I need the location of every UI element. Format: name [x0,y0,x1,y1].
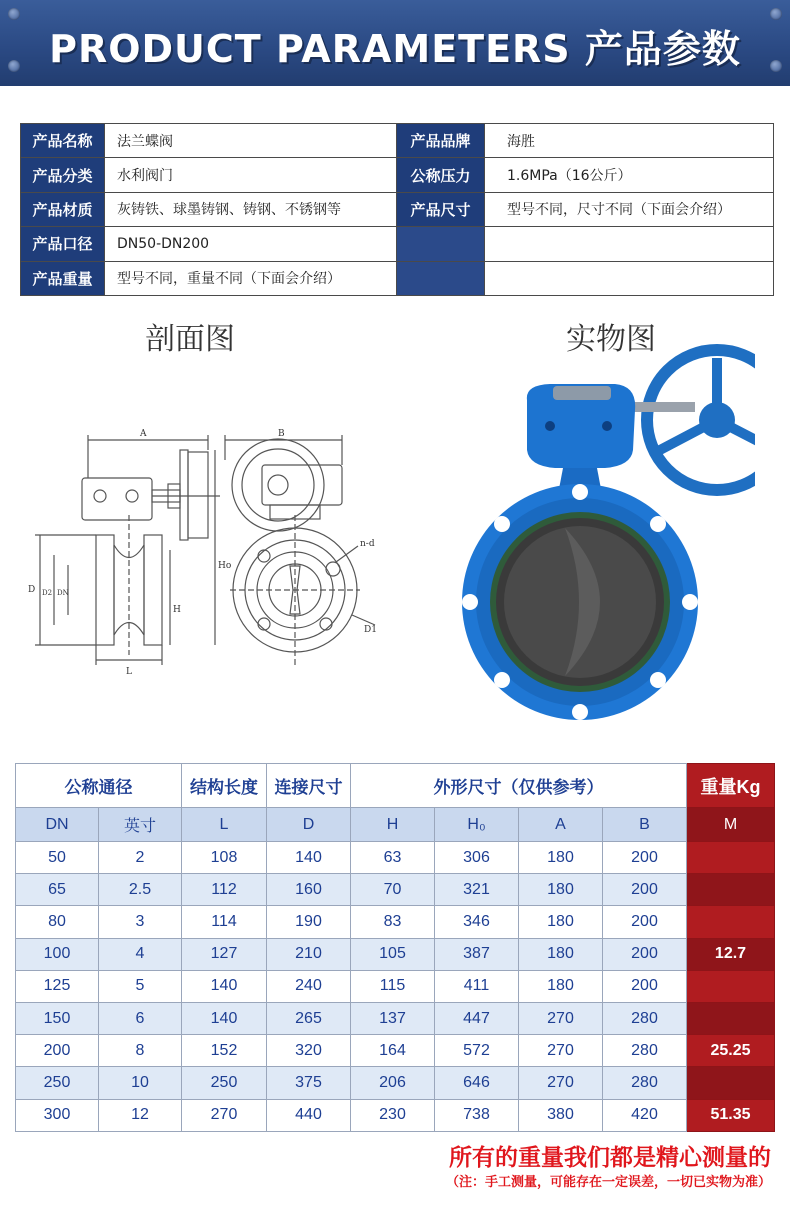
table-cell: 387 [435,938,519,970]
table-cell: 572 [435,1035,519,1067]
info-value: 1.6MPa（16公斤） [485,158,774,192]
info-label [397,261,485,295]
column-header: DN [16,808,99,842]
info-value: 灰铸铁、球墨铸钢、铸钢、不锈钢等 [105,192,397,226]
table-cell: 180 [519,874,603,906]
table-cell: 206 [351,1067,435,1099]
table-cell: 115 [351,970,435,1002]
table-cell: 200 [603,842,687,874]
table-cell: 137 [351,1002,435,1034]
table-cell: 420 [603,1099,687,1131]
table-cell [687,874,775,906]
table-cell: 3 [99,906,182,938]
table-cell: 270 [519,1002,603,1034]
column-header: H [351,808,435,842]
table-cell: 250 [182,1067,267,1099]
info-label: 产品材质 [21,192,105,226]
table-cell: 270 [519,1067,603,1099]
dim-label-d2: D2 [42,589,53,597]
table-cell: 380 [519,1099,603,1131]
table-row [16,1035,775,1067]
table-cell: 2.5 [99,874,182,906]
table-cell [687,1067,775,1099]
table-row [16,1002,775,1034]
gearbox-front [82,478,152,520]
info-value [485,261,774,295]
table-row [16,938,775,970]
table-cell: 280 [603,1002,687,1034]
table-cell: 321 [435,874,519,906]
dim-label-b: B [278,429,285,439]
dim-label-a: A [140,429,147,439]
info-value: 型号不同，尺寸不同（下面会介绍） [485,192,774,226]
footer-headline: 所有的重量我们都是精心测量的 [449,1145,771,1171]
table-cell: 280 [603,1035,687,1067]
info-row [21,261,774,295]
header-outline: 外形尺寸（仅供参考） [351,764,687,808]
dim-label-d1: D1 [364,625,377,635]
table-cell: 280 [603,1067,687,1099]
dim-label-l: L [126,667,132,677]
table-cell: 270 [182,1099,267,1131]
table-cell: 240 [267,970,351,1002]
table-row [16,842,775,874]
table-cell: 160 [267,874,351,906]
table-cell: 200 [603,874,687,906]
table-cell: 738 [435,1099,519,1131]
table-cell: 5 [99,970,182,1002]
info-label: 公称压力 [397,158,485,192]
info-row [21,192,774,226]
table-cell: 2 [99,842,182,874]
dim-label-h0: Ho [218,561,232,571]
flange-left [96,535,114,645]
table-cell: 265 [267,1002,351,1034]
table-cell: 140 [182,1002,267,1034]
info-label: 产品尺寸 [397,192,485,226]
table-cell: 108 [182,842,267,874]
table-cell [687,906,775,938]
table-cell: 83 [351,906,435,938]
table-cell: 306 [435,842,519,874]
page-title: PRODUCT PARAMETERS 产品参数 [49,27,741,71]
info-value: 型号不同，重量不同（下面会介绍） [105,261,397,295]
table-cell: 447 [435,1002,519,1034]
info-label [397,227,485,261]
table-row [16,970,775,1002]
table-cell: 6 [99,1002,182,1034]
table-cell: 190 [267,906,351,938]
table-cell [687,970,775,1002]
table-cell: 375 [267,1067,351,1099]
spec-group-header-row [16,764,775,808]
table-cell: 125 [16,970,99,1002]
product-photo-caption: 实物图 [566,322,656,357]
table-cell: 270 [519,1035,603,1067]
table-cell: 230 [351,1099,435,1131]
product-info-table [20,123,774,296]
header-connect: 连接尺寸 [267,764,351,808]
dim-label-nd: n-d [360,539,375,549]
table-cell: 65 [16,874,99,906]
table-cell: 105 [351,938,435,970]
table-cell: 180 [519,970,603,1002]
table-cell: 70 [351,874,435,906]
table-cell: 4 [99,938,182,970]
flange-right [144,535,162,645]
table-cell: 140 [182,970,267,1002]
info-row [21,158,774,192]
table-cell: 63 [351,842,435,874]
table-cell: 100 [16,938,99,970]
table-row [16,906,775,938]
table-cell: 114 [182,906,267,938]
column-header: M [687,808,775,842]
spec-table [15,763,775,1132]
dim-label-d: D [28,585,36,595]
table-cell: 164 [351,1035,435,1067]
table-cell: 50 [16,842,99,874]
table-cell: 127 [182,938,267,970]
table-cell: 320 [267,1035,351,1067]
info-value [485,227,774,261]
info-row [21,124,774,158]
table-cell: 12.7 [687,938,775,970]
table-cell: 180 [519,842,603,874]
table-cell: 152 [182,1035,267,1067]
column-header: B [603,808,687,842]
column-header: H₀ [435,808,519,842]
info-label: 产品名称 [21,124,105,158]
table-cell: 180 [519,938,603,970]
table-cell: 80 [16,906,99,938]
table-cell: 140 [267,842,351,874]
table-cell: 10 [99,1067,182,1099]
table-cell: 12 [99,1099,182,1131]
section-view-caption: 剖面图 [145,322,235,357]
table-cell [687,842,775,874]
spec-column-header-row [16,808,775,842]
table-cell: 25.25 [687,1035,775,1067]
info-row [21,227,774,261]
dim-label-h: H [173,605,181,615]
product-photo [455,340,755,730]
column-header: D [267,808,351,842]
table-cell: 200 [603,970,687,1002]
info-value: DN50-DN200 [105,227,397,261]
table-cell: 411 [435,970,519,1002]
table-cell: 51.35 [687,1099,775,1131]
column-header: 英寸 [99,808,182,842]
table-cell: 112 [182,874,267,906]
info-value: 水利阀门 [105,158,397,192]
header-length: 结构长度 [182,764,267,808]
header-nominal: 公称通径 [16,764,182,808]
table-cell: 200 [603,906,687,938]
table-cell: 150 [16,1002,99,1034]
footer-note: （注：手工测量，可能存在一定误差，一切已实物为准） [445,1175,771,1190]
table-row [16,1099,775,1131]
info-label: 产品重量 [21,261,105,295]
table-cell: 8 [99,1035,182,1067]
info-value: 海胜 [485,124,774,158]
table-cell: 646 [435,1067,519,1099]
info-value: 法兰蝶阀 [105,124,397,158]
info-label: 产品口径 [21,227,105,261]
table-cell: 210 [267,938,351,970]
table-cell: 200 [603,938,687,970]
column-header: L [182,808,267,842]
handwheel-side [232,439,324,531]
table-cell: 180 [519,906,603,938]
info-label: 产品品牌 [397,124,485,158]
table-cell [687,1002,775,1034]
table-cell: 250 [16,1067,99,1099]
table-cell: 300 [16,1099,99,1131]
table-cell: 440 [267,1099,351,1131]
table-cell: 346 [435,906,519,938]
info-label: 产品分类 [21,158,105,192]
table-row [16,874,775,906]
header-weight: 重量Kg [687,764,775,808]
table-cell: 200 [16,1035,99,1067]
section-drawing [20,420,400,680]
header-banner [0,0,790,86]
handwheel [647,350,755,490]
table-row [16,1067,775,1099]
dim-label-dn: DN [57,589,69,597]
column-header: A [519,808,603,842]
